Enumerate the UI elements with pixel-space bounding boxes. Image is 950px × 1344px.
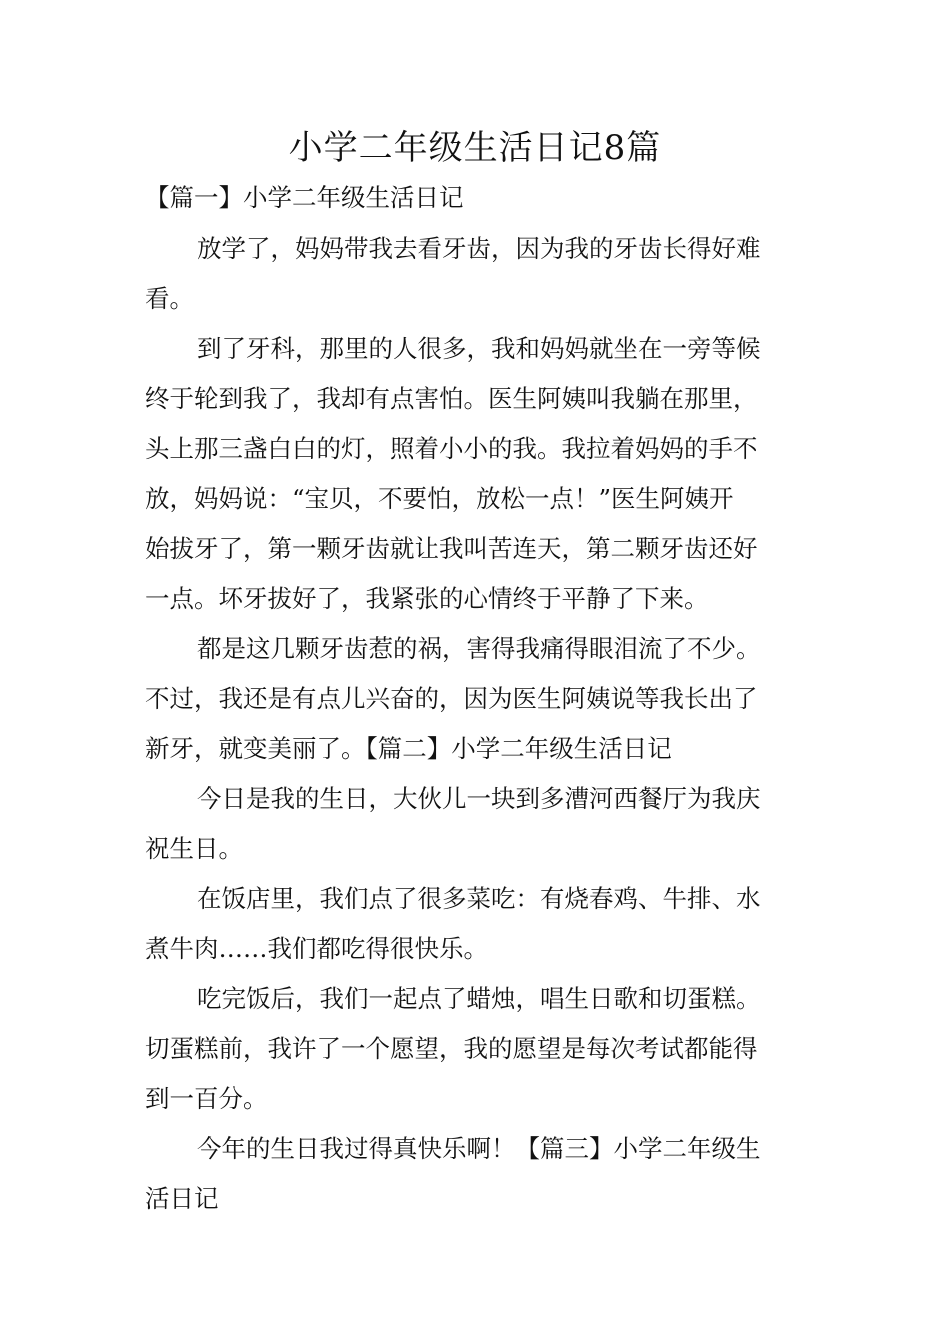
text-line: 今日是我的生日，大伙儿一块到多漕河西餐厅为我庆 — [197, 784, 761, 813]
text-line: 放学了，妈妈带我去看牙齿，因为我的牙齿长得好难 — [197, 234, 761, 263]
text-line: 在饭店里，我们点了很多菜吃：有烧春鸡、牛排、水 — [197, 884, 761, 913]
text-line: 一点。坏牙拔好了，我紧张的心情终于平静了下来。 — [145, 584, 709, 613]
text-line: 看。 — [145, 284, 194, 313]
text-line: 祝生日。 — [145, 834, 243, 863]
text-line: 头上那三盏白白的灯，照着小小的我。我拉着妈妈的手不 — [145, 434, 758, 463]
text-line: 始拔牙了，第一颗牙齿就让我叫苦连天，第二颗牙齿还好 — [145, 534, 758, 563]
text-line: 今年的生日我过得真快乐啊！【篇三】小学二年级生 — [197, 1134, 761, 1163]
text-line: 放，妈妈说：“宝贝，不要怕，放松一点！”医生阿姨开 — [145, 484, 734, 513]
text-line: 都是这几颗牙齿惹的祸，害得我痛得眼泪流了不少。 — [197, 634, 761, 663]
text-line: 终于轮到我了，我却有点害怕。医生阿姨叫我躺在那里， — [145, 384, 758, 413]
text-line: 新牙，就变美丽了。【篇二】小学二年级生活日记 — [145, 734, 672, 763]
text-line: 活日记 — [145, 1184, 219, 1213]
section-heading-1: 【篇一】小学二年级生活日记 — [145, 183, 464, 212]
text-line: 不过，我还是有点儿兴奋的，因为医生阿姨说等我长出了 — [145, 684, 758, 713]
text-line: 切蛋糕前，我许了一个愿望，我的愿望是每次考试都能得 — [145, 1034, 758, 1063]
text-line: 到了牙科，那里的人很多，我和妈妈就坐在一旁等候 — [197, 334, 761, 363]
text-line: 吃完饭后，我们一起点了蜡烛，唱生日歌和切蛋糕。 — [197, 984, 761, 1013]
text-line: 到一百分。 — [145, 1084, 268, 1113]
document-title: 小学二年级生活日记8篇 — [288, 128, 662, 168]
text-line: 煮牛肉……我们都吃得很快乐。 — [145, 934, 488, 963]
